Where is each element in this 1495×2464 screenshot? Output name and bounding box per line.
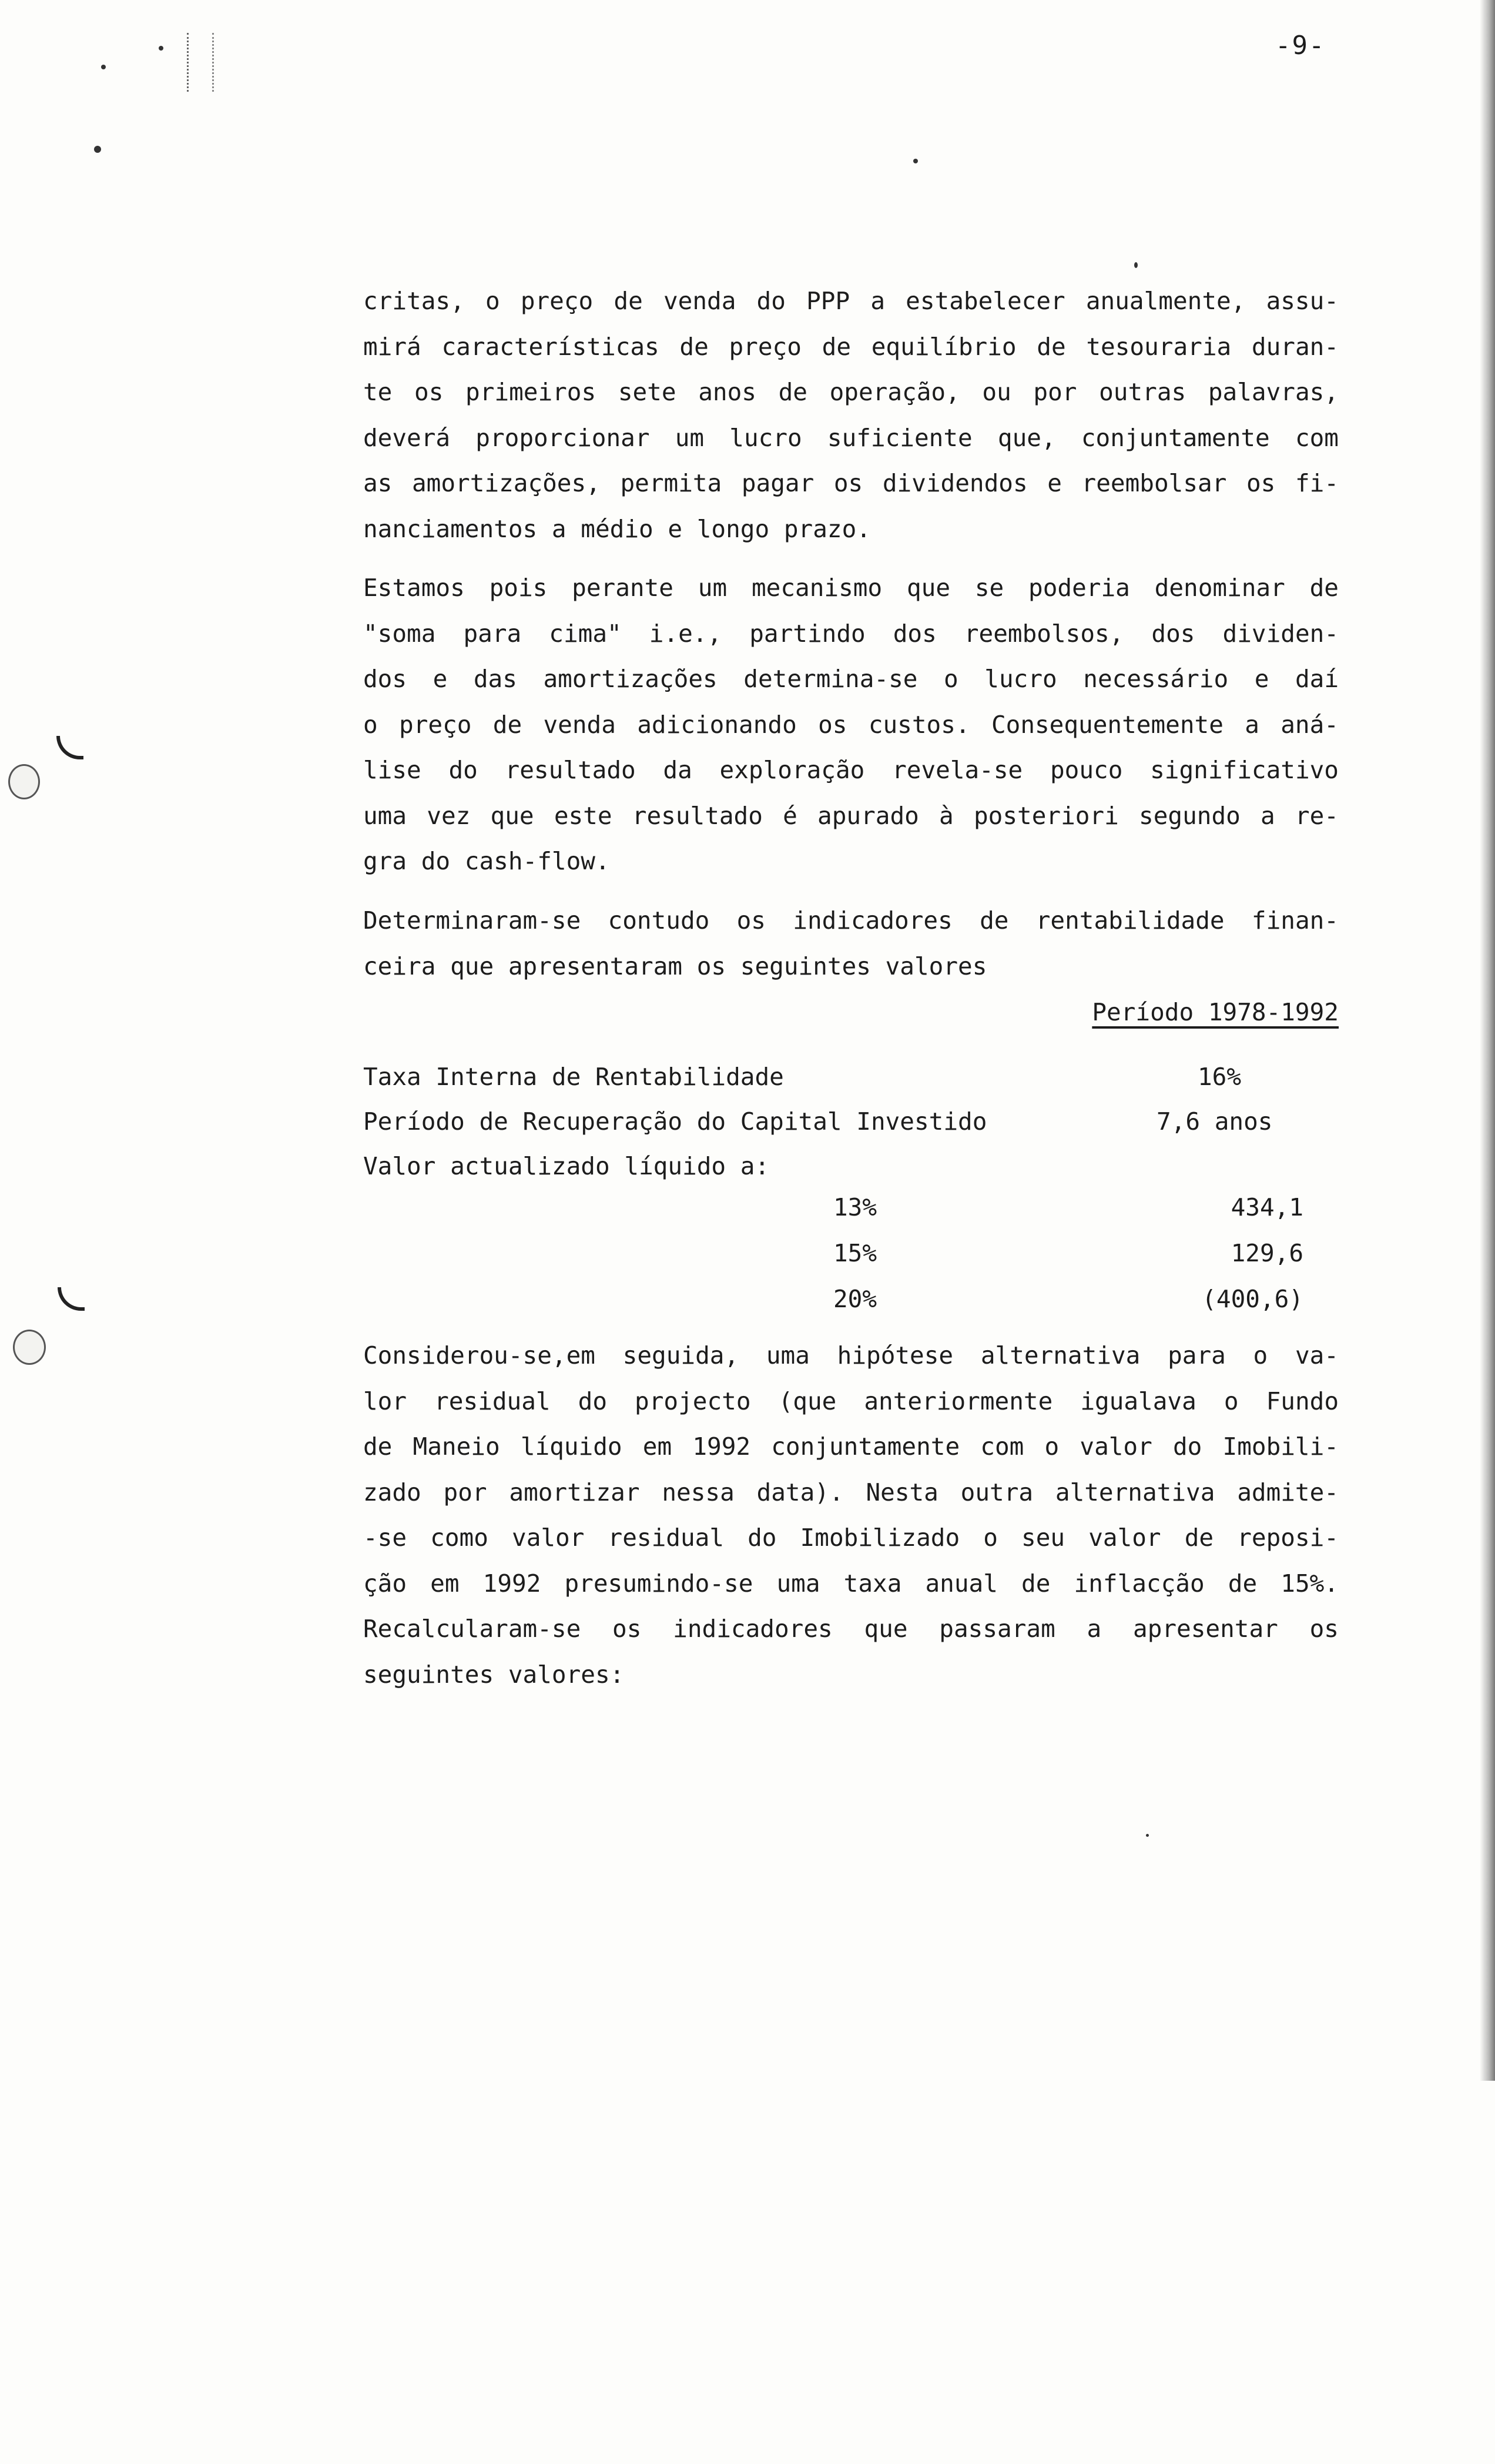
- scan-artifact-marks: [187, 33, 214, 92]
- scan-speck: [159, 46, 163, 51]
- discount-rate: 15%: [833, 1239, 877, 1267]
- text-line: as amortizações, permita pagar os dividendos e reembolsar os fi-: [363, 469, 1339, 497]
- paragraph-indicators-intro: [363, 898, 1339, 989]
- scan-speck: [1134, 262, 1138, 268]
- text-line: Determinaram-se contudo os indicadores de rentabilidade finan-: [363, 906, 1339, 935]
- text-line: lor residual do projecto (que anteriormente igualava o Fundo: [363, 1387, 1339, 1415]
- text-line: Considerou-se,em seguida, uma hipótese alternativa para o va-: [363, 1341, 1339, 1370]
- discount-rate: 20%: [833, 1285, 877, 1313]
- punch-hole-mark-top: [56, 736, 83, 759]
- scan-speck: [913, 159, 918, 163]
- scan-speck: [1146, 1834, 1149, 1837]
- npv-row: [363, 1285, 1339, 1326]
- table-row: [363, 1107, 1339, 1149]
- text-line: lise do resultado da exploração revela-se pouco significativo: [363, 756, 1339, 784]
- scan-speck: [101, 65, 106, 69]
- npv-value: 129,6: [1231, 1239, 1303, 1267]
- text-line: de Maneio líquido em 1992 conjuntamente com o valor do Imobili-: [363, 1432, 1339, 1461]
- paragraph-pricing: [363, 279, 1339, 552]
- npv-row: [363, 1239, 1339, 1280]
- period-header: Período 1978-1992: [1092, 998, 1339, 1026]
- text-line: gra do cash-flow.: [363, 847, 610, 875]
- text-line: mirá características de preço de equilíbrio de tesouraria duran-: [363, 332, 1339, 361]
- text-line: zado por amortizar nessa data). Nesta outra alternativa admite-: [363, 1478, 1339, 1506]
- npv-value: (400,6): [1202, 1285, 1303, 1313]
- punch-hole-top: [8, 764, 40, 799]
- text-line: deverá proporcionar um lucro suficiente que, conjuntamente com: [363, 423, 1339, 452]
- paragraph-alternative-hypothesis: [363, 1333, 1339, 1698]
- table-row: [363, 1152, 1339, 1193]
- npv-row: [363, 1193, 1339, 1234]
- text-line: dos e das amortizações determina-se o lucro necessário e daí: [363, 665, 1339, 693]
- text-line: uma vez que este resultado é apurado à posteriori segundo a re-: [363, 801, 1339, 830]
- text-line: te os primeiros sete anos de operação, ou por outras palavras,: [363, 378, 1339, 406]
- paragraph-mechanism: [363, 565, 1339, 885]
- text-line: Recalcularam-se os indicadores que passaram a apresentar os: [363, 1615, 1339, 1643]
- row-label: Taxa Interna de Rentabilidade: [363, 1063, 784, 1091]
- punch-hole-bottom: [13, 1330, 46, 1365]
- text-line: seguintes valores:: [363, 1660, 625, 1689]
- page-edge-shadow: [1480, 0, 1495, 2081]
- text-line: critas, o preço de venda do PPP a estabelecer anualmente, assu-: [363, 287, 1339, 315]
- text-line: ção em 1992 presumindo-se uma taxa anual de inflacção de 15%.: [363, 1569, 1339, 1598]
- scan-speck: [94, 146, 101, 153]
- punch-hole-mark-bottom: [58, 1287, 85, 1311]
- page-number: -9-: [1275, 31, 1326, 61]
- text-line: Estamos pois perante um mecanismo que se poderia denominar de: [363, 574, 1339, 602]
- table-row: [363, 1063, 1339, 1104]
- row-value: 7,6 anos: [1157, 1107, 1273, 1136]
- text-line: "soma para cima" i.e., partindo dos reembolsos, dos dividen-: [363, 619, 1339, 648]
- text-line: nanciamentos a médio e longo prazo.: [363, 514, 871, 543]
- row-value: 16%: [1198, 1063, 1242, 1091]
- discount-rate: 13%: [833, 1193, 877, 1221]
- text-line: o preço de venda adicionando os custos. Consequentemente a aná-: [363, 710, 1339, 739]
- row-label: Valor actualizado líquido a:: [363, 1152, 770, 1180]
- text-line: -se como valor residual do Imobilizado o seu valor de reposi-: [363, 1524, 1339, 1552]
- text-line: ceira que apresentaram os seguintes valores: [363, 952, 987, 980]
- npv-value: 434,1: [1231, 1193, 1303, 1221]
- row-label: Período de Recuperação do Capital Investido: [363, 1107, 987, 1136]
